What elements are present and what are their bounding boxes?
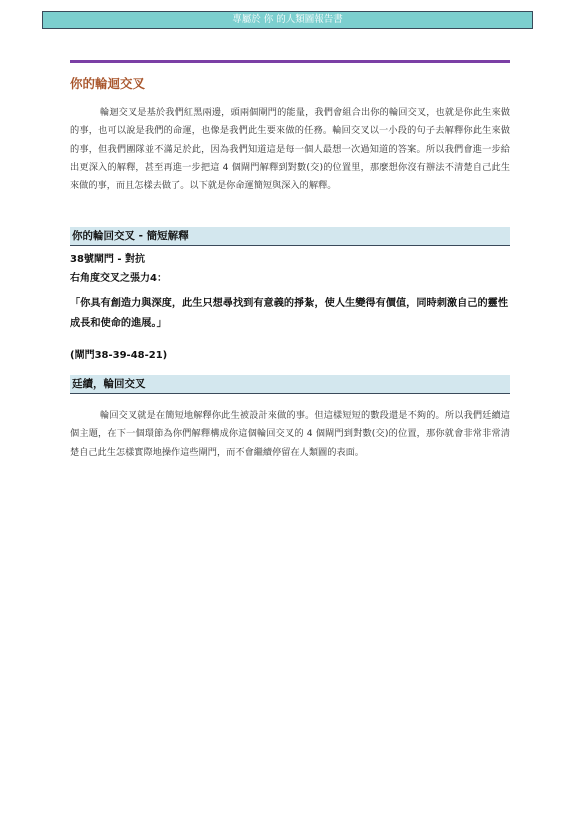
- gate-title: 38號閘門 - 對抗: [70, 254, 146, 265]
- gates-code: (閘門38-39-48-21): [70, 350, 168, 361]
- short-explanation-heading: 你的輪回交叉 - 簡短解釋: [70, 227, 510, 246]
- report-header-band: [42, 11, 533, 29]
- continuation-heading: 廷續，輪回交叉: [70, 375, 510, 394]
- report-header-title: 專屬於 你 的人類圖報告書: [232, 14, 343, 25]
- continuation-paragraph: 輪回交叉就是在簡短地解釋你此生被設計來做的事。但這樣短短的數段還是不夠的。所以我們廷續這個主題，在下一個環節為你們解釋構成你這個輪回交叉的 4 個閘門到對數(交)的位置，那你就會非常非常清楚自己此生怎樣實際地操作這些閘門，而不會繼續停留在人類圖的表面。: [70, 410, 510, 458]
- section-title: 你的輪迴交叉: [70, 76, 146, 91]
- section-divider: [70, 60, 510, 63]
- cross-quote: 「你具有創造力與深度，此生只想尋找到有意義的掙紮，使人生變得有價值，同時刺激自己的靈性成長和使命的進展。」: [70, 298, 509, 329]
- intro-paragraph: 輪迴交叉是基於我們紅黑兩邊，頭兩個閘門的能量，我們會組合出你的輪回交叉，也就是你此生來做的事，也可以說是我們的命運，也像是我們此生要來做的任務。輪回交叉以一小段的句子去解釋你此生來做的事，但我們團隊並不滿足於此，因為我們知道這是每一個人最想一次過知道的答案。所以我們會進一步給出更深入的解釋，甚至再進一步把這 4 個閘門解釋到對數(交)的位置里，那麼想你沒有辦法不清楚自己此生來做的事，而且怎樣去做了。以下就是你命運簡短與深入的解釋。: [70, 107, 510, 192]
- cross-title: 右角度交叉之張力4：: [70, 273, 167, 284]
